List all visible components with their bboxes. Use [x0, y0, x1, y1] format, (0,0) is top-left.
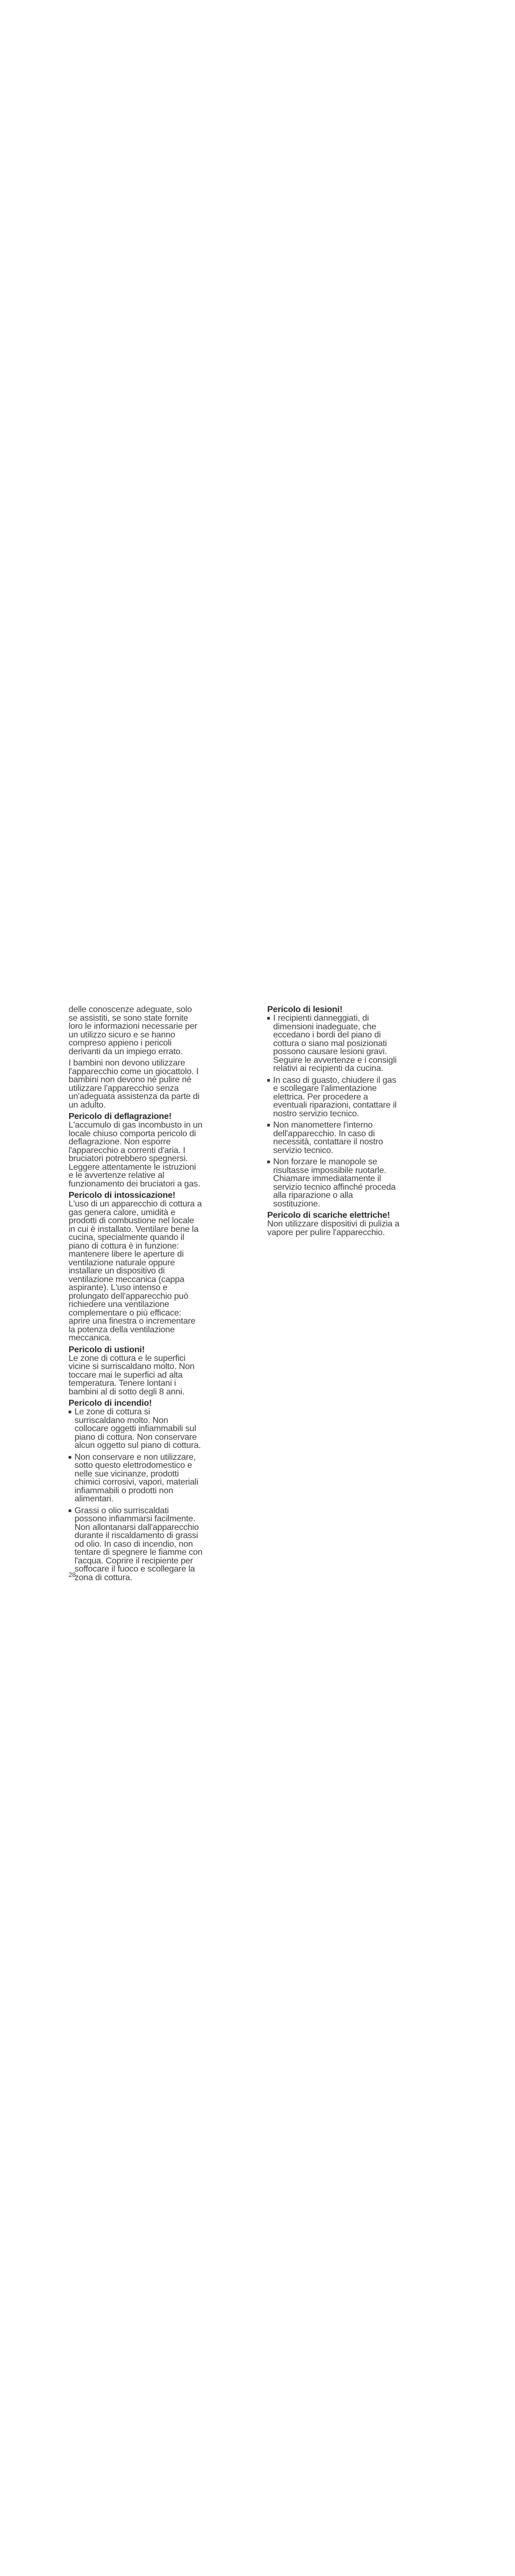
intro-paragraph: delle conoscenze adeguate, solo se assistiti, se sono state fornite loro le informazioni necessarie per un utilizzo sicuro e se hanno compreso appieno i pericoli derivanti da un impiego errato.: [69, 1005, 198, 1056]
burns-heading: Pericolo di ustioni!: [69, 1345, 145, 1354]
electric-text: Non utilizzare dispositivi di pulizia a vapore per pulire l'apparecchio.: [267, 1219, 399, 1237]
bullet-icon: [69, 1509, 71, 1512]
right-column: [267, 1006, 401, 1240]
list-item-text: Non manomettere l'interno dell'apparecchio. In caso di necessità, contattare il nostro servizio tecnico.: [273, 1121, 383, 1155]
bullet-icon: [69, 1411, 71, 1413]
list-item-text: Non conservare e non utilizzare, sotto questo elettrodomestico e nelle sue vicinanze, prodotti chimici corrosivi, vapori, materiali infiammabili o prodotti non alimentari.: [74, 1452, 199, 1503]
list-item: [267, 1076, 401, 1118]
list-item: [69, 1453, 202, 1503]
injury-list: [267, 1014, 401, 1208]
list-item: [69, 1507, 202, 1582]
intoxication-heading: Pericolo di intossicazione!: [69, 1191, 175, 1200]
list-item: [69, 1408, 202, 1450]
children-warning-paragraph: I bambini non devono utilizzare l'apparecchio come un giocattolo. I bambini non devono né pulire né utilizzare l'apparecchio senza un'adeguata assistenza da parte di un adulto.: [69, 1058, 200, 1110]
intoxication-text: L'uso di un apparecchio di cottura a gas genera calore, umidità e prodotti di combustione nel locale in cui è installato. Ventilare bene la cucina, specialmente quando il piano di cottura è in funzione: mantenere libere le aperture di ventilazione naturale oppure installare un dispositivo di ventilazione meccanica (cappa aspirante). L'uso intenso e prolungato dell'apparecchio può richiedere una ventilazione complementare o più efficace: aprire una finestra o incrementare la potenza della ventilazione meccanica.: [69, 1199, 202, 1343]
list-item-text: Grassi o olio surriscaldati possono infiammarsi facilmente. Non allontanarsi dall'apparecchio durante il riscaldamento di grassi od olio. In caso di incendio, non tentare di spegnere le fiamme con l'acqua. Coprire il recipiente per soffocare il fuoco e scollegare la zona di cottura.: [74, 1506, 202, 1582]
burns-text: Le zone di cottura e le superfici vicine si surriscaldano molto. Non toccare mai le superfici ad alta temperatura. Tenere lontani i bambini al di sotto degli 8 anni.: [69, 1353, 195, 1397]
page-number: 28: [69, 1571, 76, 1579]
fire-heading: Pericolo di incendio!: [69, 1399, 152, 1408]
bullet-icon: [267, 1161, 270, 1163]
bullet-icon: [267, 1079, 270, 1082]
list-item: [267, 1014, 401, 1073]
fire-list: [69, 1408, 202, 1582]
injury-heading: Pericolo di lesioni!: [267, 1005, 343, 1014]
list-item-text: I recipienti danneggiati, di dimensioni inadeguate, che eccedano i bordi del piano di cottura o siano mal posizionati possono causare lesioni gravi. Seguire le avvertenze e i consigli relativi ai recipienti da cucina.: [273, 1014, 397, 1073]
bullet-icon: [267, 1124, 270, 1127]
list-item-text: Le zone di cottura si surriscaldano molto. Non collocare oggetti infiammabili sul piano di cottura. Non conservare alcun oggetto sul piano di cottura.: [74, 1407, 201, 1450]
deflagration-text: L'accumulo di gas incombusto in un locale chiuso comporta pericolo di deflagrazione. Non esporre l'apparecchio a correnti d'aria. I bruciatori potrebbero spegnersi. Leggere attentamente le istruzioni e le avvertenze relative al funzionamento dei bruciatori a gas.: [69, 1121, 202, 1189]
bullet-icon: [69, 1456, 71, 1459]
bullet-icon: [267, 1017, 270, 1020]
list-item: [267, 1158, 401, 1208]
electric-heading: Pericolo di scariche elettriche!: [267, 1211, 390, 1220]
list-item: [267, 1121, 401, 1155]
list-item-text: Non forzare le manopole se risultasse impossibile ruotarle. Chiamare immediatamente il servizio tecnico affinché proceda alla riparazione o alla sostituzione.: [273, 1157, 396, 1209]
left-column: [69, 1006, 202, 1585]
list-item-text: In caso di guasto, chiudere il gas e scollegare l'alimentazione elettrica. Per procedere a eventuali riparazioni, contattare il nostro servizio tecnico.: [273, 1075, 397, 1118]
deflagration-heading: Pericolo di deflagrazione!: [69, 1112, 172, 1121]
